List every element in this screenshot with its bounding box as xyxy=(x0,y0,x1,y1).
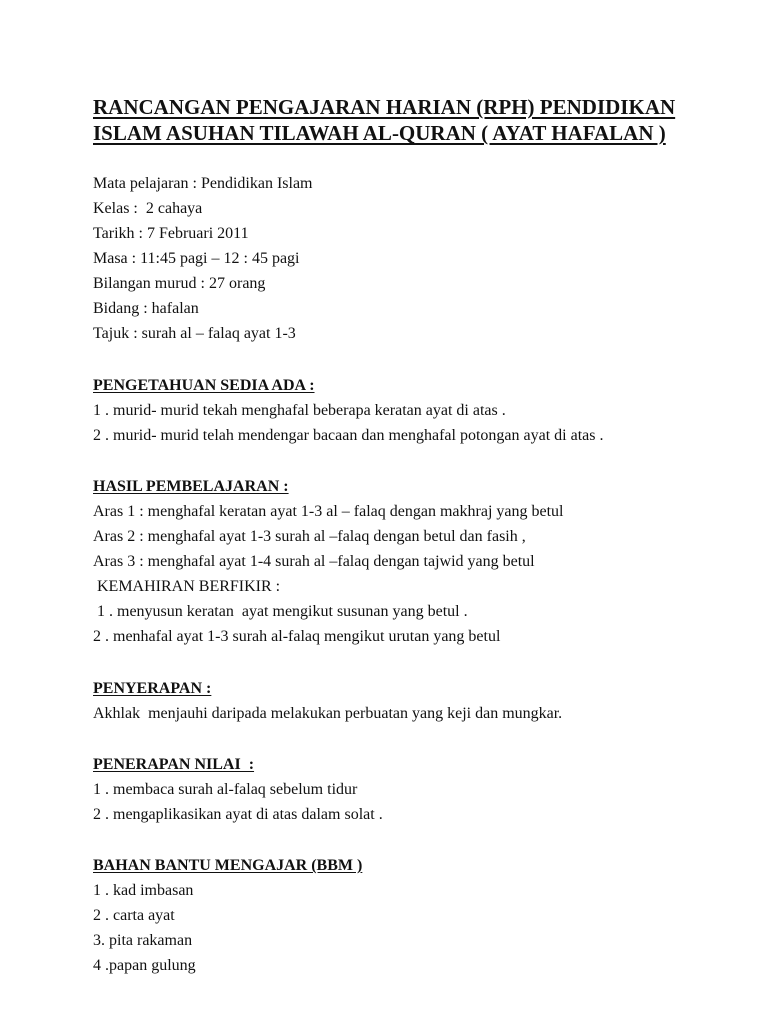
list-item: 1 . murid- murid tekah menghafal beberapa keratan ayat di atas . xyxy=(93,402,506,419)
list-item: 3. pita rakaman xyxy=(93,932,193,949)
list-item: 2 . carta ayat xyxy=(93,907,175,924)
list-item: Aras 2 : menghafal ayat 1-3 surah al –falaq dengan betul dan fasih , xyxy=(93,528,526,545)
info-topic: Tajuk : surah al – falaq ayat 1-3 xyxy=(93,325,296,342)
info-time: Masa : 11:45 pagi – 12 : 45 pagi xyxy=(93,250,300,267)
list-item: 1 . menyusun keratan ayat mengikut susunan yang betul . xyxy=(93,603,468,620)
list-item: 4 .papan gulung xyxy=(93,957,196,974)
list-item: Aras 3 : menghafal ayat 1-4 surah al –falaq dengan tajwid yang betul xyxy=(93,553,535,570)
list-item: Aras 1 : menghafal keratan ayat 1-3 al – falaq dengan makhraj yang betul xyxy=(93,503,564,520)
info-subject: Mata pelajaran : Pendidikan Islam xyxy=(93,175,313,192)
section-heading-penyerapan: PENYERAPAN : xyxy=(93,680,212,697)
section-heading-bbm: BAHAN BANTU MENGAJAR (BBM ) xyxy=(93,857,363,874)
list-item: 1 . membaca surah al-falaq sebelum tidur xyxy=(93,781,358,798)
info-field: Bidang : hafalan xyxy=(93,300,199,317)
page-title-line-1: RANCANGAN PENGAJARAN HARIAN (RPH) PENDIDIKAN xyxy=(93,95,676,119)
list-item: 1 . kad imbasan xyxy=(93,882,194,899)
list-item: 2 . menhafal ayat 1-3 surah al-falaq mengikut urutan yang betul xyxy=(93,628,501,645)
list-item: Akhlak menjauhi daripada melakukan perbuatan yang keji dan mungkar. xyxy=(93,705,563,722)
section-heading-penerapan: PENERAPAN NILAI : xyxy=(93,756,255,773)
page-title-line-2: ISLAM ASUHAN TILAWAH AL-QURAN ( AYAT HAFALAN ) xyxy=(93,121,666,145)
list-item: 2 . murid- murid telah mendengar bacaan dan menghafal potongan ayat di atas . xyxy=(93,427,604,444)
list-item: 2 . mengaplikasikan ayat di atas dalam solat . xyxy=(93,806,383,823)
section-heading-hasil: HASIL PEMBELAJARAN : xyxy=(93,478,289,495)
subheading-kemahiran: KEMAHIRAN BERFIKIR : xyxy=(93,578,281,595)
info-students: Bilangan murud : 27 orang xyxy=(93,275,266,292)
section-heading-pengetahuan: PENGETAHUAN SEDIA ADA : xyxy=(93,377,315,394)
info-date: Tarikh : 7 Februari 2011 xyxy=(93,225,249,242)
info-class: Kelas : 2 cahaya xyxy=(93,200,203,217)
